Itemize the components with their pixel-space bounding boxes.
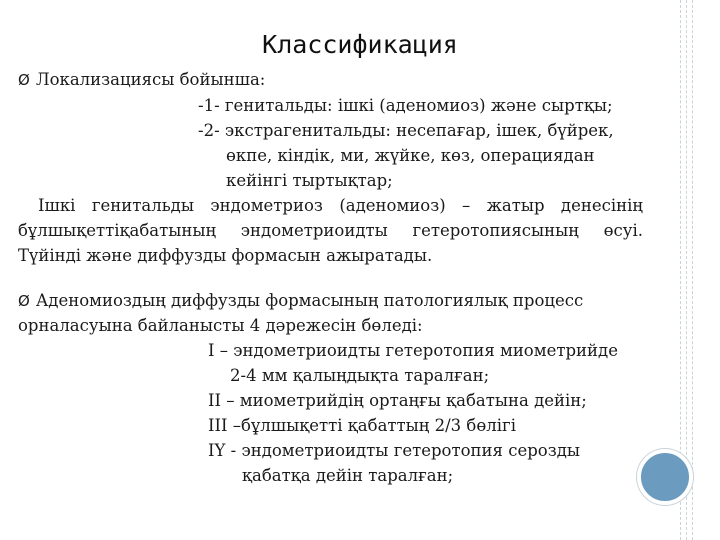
arrow-bullet-icon: Ø [18,71,30,89]
degree-item: III –бұлшықетті қабаттың 2/3 бөлігі [208,416,516,435]
list-item-continued: өкпе, кіндік, ми, жүйке, көз, операциядан [226,146,595,165]
degree-item: I – эндометриоидты гетеротопия миометрийде [208,341,618,360]
paragraph-line: Ішкі генитальды эндометриоз (аденомиоз) – жатыр денесінің [38,196,643,215]
arrow-bullet-icon: Ø [18,292,30,310]
paragraph-line: бұлшықеттіқабатының эндометриоидты гетеротопиясының өсуі. [18,221,643,240]
list-item: -2- экстрагенитальды: несепағар, ішек, бүйрек, [198,121,614,140]
slide-title: Классификация [262,30,458,59]
list-item-continued: кейінгі тыртықтар; [226,171,393,190]
list-item: -1- генитальды: ішкі (аденомиоз) және сыртқы; [198,96,613,115]
decorative-rail [692,0,694,540]
degree-item-continued: 2-4 мм қалыңдықта таралған; [230,366,490,385]
degree-item-continued: қабатқа дейін таралған; [242,466,454,485]
section1-heading: Ø Локализациясы бойынша: [18,70,266,89]
degree-item: IY - эндометриоидты гетеротопия серозды [208,441,580,460]
decorative-circle [637,449,693,505]
degree-item: II – миометрийдің ортаңғы қабатына дейін; [208,391,587,410]
section2-heading-continued: орналасуына байланысты 4 дәрежесін бөледі: [18,316,423,335]
section2-heading: Ø Аденомиоздың диффузды формасының патологиялық процесс [18,291,584,310]
paragraph-line: Түйінді және диффузды формасын ажыратады. [18,246,433,265]
